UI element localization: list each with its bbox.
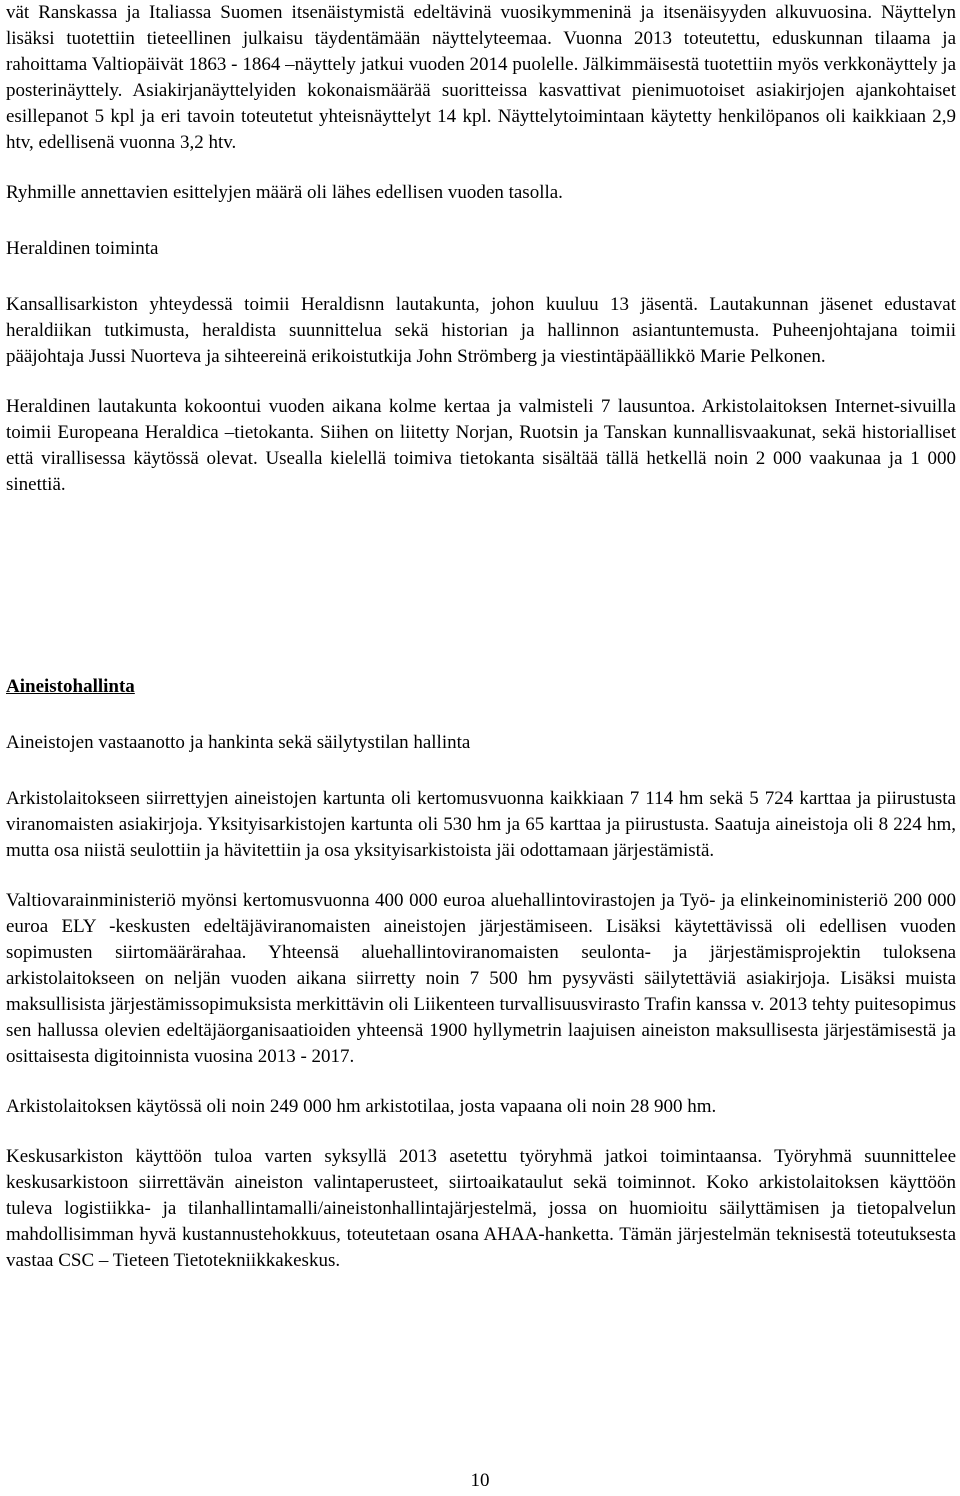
- paragraph-accrual: Arkistolaitokseen siirrettyjen aineistojen kartunta oli kertomusvuonna kaikkiaan 7 114 hm sekä 5 724 karttaa ja piirustusta viranomaisten asiakirjoja. Yksityisarkistojen kartunta oli 530 hm ja 65 karttaa ja piirustusta. Saatuja aineistoja oli 8 224 hm, mutta osa niistä seulottiin ja hävitettiin ja osa yksityisarkistoista jäi odottamaan järjestämistä.: [6, 788, 956, 861]
- subheading-receipt: Aineistojen vastaanotto ja hankinta sekä säilytystilan hallinta: [6, 732, 471, 753]
- paragraph-funding: Valtiovarainministeriö myönsi kertomusvuonna 400 000 euroa aluehallintovirastojen ja Työ- ja elinkeinoministeriö 200 000 euroa ELY -keskusten edeltäjäviranomaisten aineistojen järjestämiseen. Lisäksi käytettävissä oli edellisen vuoden sopimusten siirtomäärärahaa. Yhteensä aluehallintoviranomaisten seulonta- ja järjestämisprojektin tuloksena arkistolaitokseen on neljän vuoden aikana siirretty noin 7 500 hm pysyvästi säilytettäviä asiakirjoja. Lisäksi muista maksullisista järjestämissopimuksista merkittävin oli Liikenteen turvallisuusvirasto Trafin kanssa v. 2013 tehty puitesopimus sen hallussa olevien edeltäjäorganisaatioiden yhteensä 1900 hyllymetrin laajuisen aineiston maksullisesta järjestämisestä ja osittaisesta digitoinnista vuosina 2013 - 2017.: [6, 890, 956, 1067]
- paragraph-heraldic-database: Heraldinen lautakunta kokoontui vuoden aikana kolme kertaa ja valmisteli 7 lausuntoa. Arkistolaitoksen Internet-sivuilla toimii Europeana Heraldica –tietokanta. Siihen on liitetty Norjan, Ruotsin ja Tanskan kunnallisvaakunat, sekä historialliset että virallisessa käytössä olevat. Usealla kielellä toimiva tietokanta sisältää tällä hetkellä noin 2 000 vaakunaa ja 1 000 sinettiä.: [6, 396, 956, 495]
- paragraph-storage: Arkistolaitoksen käytössä oli noin 249 000 hm arkistotilaa, josta vapaana oli noin 28 900 hm.: [6, 1096, 717, 1117]
- paragraph-group-presentations: Ryhmille annettavien esittelyjen määrä oli lähes edellisen vuoden tasolla.: [6, 182, 563, 203]
- page-number: 10: [470, 1470, 490, 1491]
- section-heading-materials: Aineistohallinta: [6, 676, 135, 697]
- paragraph-central-archive: Keskusarkiston käyttöön tuloa varten syksyllä 2013 asetettu työryhmä jatkoi toimintaansa. Työryhmä suunnittelee keskusarkistoon siirrettävän aineiston valintaperusteet, siirtoaikataulut sekä toiminnot. Koko arkistolaitoksen käyttöön tuleva logistiikka- ja tilanhallintamalli/aineistonhallintajärjestelmä, jossa on huomioitu säilyttämisen ja tietopalvelun mahdollisimman hyvä kustannustehokkuus, toteutetaan osana AHAA-hanketta. Tämän järjestelmän teknisestä toteutuksesta vastaa CSC – Tieteen Tietotekniikkakeskus.: [6, 1146, 956, 1271]
- paragraph-exhibitions: vät Ranskassa ja Italiassa Suomen itsenäistymistä edeltävinä vuosikymmeninä ja itsenäisyyden alkuvuosina. Näyttelyn lisäksi tuotettiin tieteellinen julkaisu täydentämään näyttelyteemaa. Vuonna 2013 toteutettu, eduskunnan tilaama ja rahoittama Valtiopäivät 1863 - 1864 –näyttely jatkui vuoden 2014 puolelle. Jälkimmäisestä tuotettiin myös verkkonäyttely ja posterinäyttely. Asiakirjanäyttelyiden kokonaismäärää suoritteissa kasvattivat pienimuotoiset asiakirjojen ajankohtaiset esillepanot 5 kpl ja eri tavoin toteutetut yhteisnäyttelyt 14 kpl. Näyttelytoimintaan käytetty henkilöpanos oli kaikkiaan 2,9 htv, edellisenä vuonna 3,2 htv.: [6, 2, 956, 153]
- section-heading-heraldic: Heraldinen toiminta: [6, 238, 159, 259]
- paragraph-heraldic-board: Kansallisarkiston yhteydessä toimii Heraldisnn lautakunta, johon kuuluu 13 jäsentä. Lautakunnan jäsenet edustavat heraldiikan tutkimusta, heraldista suunnittelua sekä historian ja hallinnon asiantuntemusta. Puheenjohtajana toimii pääjohtaja Jussi Nuorteva ja sihteereinä erikoistutkija John Strömberg ja viestintäpäällikkö Marie Pelkonen.: [6, 294, 956, 367]
